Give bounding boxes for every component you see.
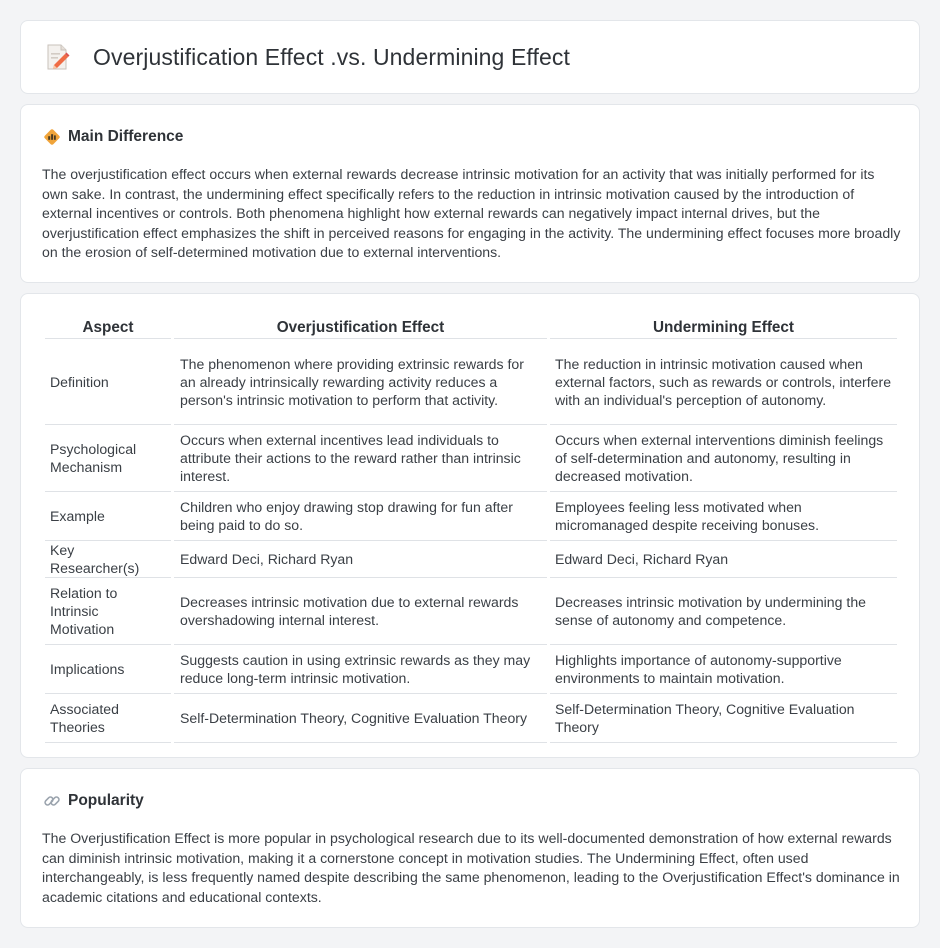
- row-undermining: The reduction in intrinsic motivation caused when external factors, such as rewards or controls, interfere with an individual's perception of autonomy.: [550, 339, 897, 425]
- row-aspect: Psychological Mechanism: [45, 425, 171, 492]
- document-pencil-icon: [45, 43, 71, 71]
- popularity-text: The Overjustification Effect is more popular in psychological research due to its well-documented demonstration of how external rewards can diminish intrinsic motivation, making it a cornerstone concept in motivation studies. The Undermining Effect, often used interchangeably, is less frequently named despite describing the same phenomenon, leading to the Overjustification Effect's dominance in academic citations and educational contexts.: [42, 830, 900, 905]
- popularity-title: Popularity: [68, 792, 144, 809]
- row-undermining: Employees feeling less motivated when micromanaged despite receiving bonuses.: [550, 492, 897, 541]
- row-undermining: Occurs when external interventions diminish feelings of self-determination and autonomy, resulting in decreased motivation.: [550, 425, 897, 492]
- row-aspect: Relation to Intrinsic Motivation: [45, 578, 171, 645]
- table-row: [45, 425, 897, 492]
- header-undermining: Undermining Effect: [550, 316, 897, 339]
- title-card: [20, 20, 920, 94]
- table-row: [45, 694, 897, 743]
- title-row: [45, 43, 570, 71]
- row-undermining: Decreases intrinsic motivation by undermining the sense of autonomy and competence.: [550, 578, 897, 645]
- row-overjustification: Decreases intrinsic motivation due to external rewards overshadowing internal interest.: [174, 578, 547, 645]
- comparison-table-card: [20, 293, 920, 758]
- diamond-signpost-icon: [43, 128, 61, 146]
- comparison-table: [42, 316, 900, 743]
- row-aspect: Definition: [45, 339, 171, 425]
- table-row: [45, 541, 897, 578]
- header-aspect: Aspect: [45, 316, 171, 339]
- table-row: [45, 578, 897, 645]
- table-row: [45, 339, 897, 425]
- header-overjustification: Overjustification Effect: [174, 316, 547, 339]
- row-overjustification: Self-Determination Theory, Cognitive Evaluation Theory: [174, 694, 547, 743]
- table-header-row: [45, 316, 897, 339]
- row-overjustification: Edward Deci, Richard Ryan: [174, 541, 547, 578]
- table-row: [45, 492, 897, 541]
- popularity-header: [43, 792, 144, 810]
- row-overjustification: Children who enjoy drawing stop drawing for fun after being paid to do so.: [174, 492, 547, 541]
- row-aspect: Key Researcher(s): [45, 541, 171, 578]
- main-difference-card: [20, 104, 920, 283]
- row-aspect: Associated Theories: [45, 694, 171, 743]
- row-undermining: Edward Deci, Richard Ryan: [550, 541, 897, 578]
- row-overjustification: Occurs when external incentives lead individuals to attribute their actions to the reward rather than intrinsic interest.: [174, 425, 547, 492]
- main-difference-title: Main Difference: [68, 128, 184, 145]
- link-icon: [43, 792, 61, 810]
- main-difference-text: The overjustification effect occurs when external rewards decrease intrinsic motivation for an activity that was initially performed for its own sake. In contrast, the undermining effect specifically refers to the reduction in intrinsic motivation caused by the introduction of external incentives or controls. Both phenomena highlight how external rewards can negatively impact internal drives, but the overjustification effect emphasizes the shift in perceived reasons for engaging in the activity. The undermining effect focuses more broadly on the erosion of self-determined motivation due to external interventions.: [42, 166, 901, 261]
- page-title: Overjustification Effect .vs. Undermining Effect: [93, 43, 570, 70]
- popularity-card: [20, 768, 920, 928]
- row-undermining: Highlights importance of autonomy-supportive environments to maintain motivation.: [550, 645, 897, 694]
- row-undermining: Self-Determination Theory, Cognitive Evaluation Theory: [550, 694, 897, 743]
- table-row: [45, 645, 897, 694]
- row-overjustification: The phenomenon where providing extrinsic rewards for an already intrinsically rewarding activity reduces a person's intrinsic motivation to perform that activity.: [174, 339, 547, 425]
- row-aspect: Example: [45, 492, 171, 541]
- row-overjustification: Suggests caution in using extrinsic rewards as they may reduce long-term intrinsic motivation.: [174, 645, 547, 694]
- row-aspect: Implications: [45, 645, 171, 694]
- main-difference-header: [43, 128, 183, 146]
